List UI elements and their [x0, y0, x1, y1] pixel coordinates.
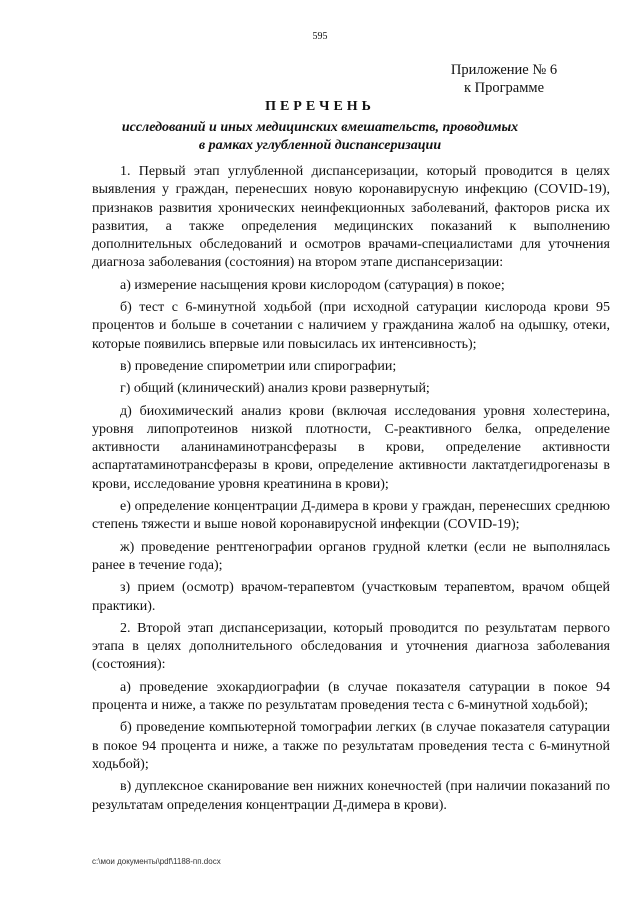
document-subtitle — [110, 119, 530, 155]
appendix-header — [420, 61, 588, 97]
page-number: 595 — [312, 31, 328, 42]
paragraph-item-e: е) определение концентрации Д-димера в крови у граждан, перенесших среднюю степень тяжести и выше новой коронавирусной инфекции (COVID-19); — [92, 499, 610, 533]
paragraph-item-d: д) биохимический анализ крови (включая исследования уровня холестерина, уровня липопротеинов низкой плотности, С-реактивного белка, определение активности аланинаминотрансферазы в крови, определение активности аспартатаминотрансферазы в крови, определение активности лактатдегидрогеназы в крови, исследование уровня креатинина в крови); — [92, 403, 610, 492]
document-title: ПЕРЕЧЕНЬ — [265, 99, 375, 114]
paragraph-stage-1-intro: 1. Первый этап углубленной диспансеризации, который проводится в целях выявления у граждан, перенесших новую коронавирусную инфекцию (COVID-19), признаков развития хронических неинфекционных заболеваний, факторов риска их развития, а также определения медицинских показаний к выполнению дополнительных обследований и осмотров врачами-специалистами для уточнения диагноза заболевания (состояния) на втором этапе диспансеризации: — [92, 164, 610, 271]
paragraph-stage-2-item-a: а) проведение эхокардиографии (в случае показателя сатурации в покое 94 процента и ниже, а также по результатам проведения теста с 6-минутной ходьбой); — [92, 679, 610, 714]
paragraph-item-zh: ж) проведение рентгенографии органов грудной клетки (если не выполнялась ранее в течение года); — [92, 539, 610, 573]
subtitle-line-1: исследований и иных медицинских вмешательств, проводимых — [121, 120, 519, 135]
paragraph-stage-2-item-b: б) проведение компьютерной томографии легких (в случае показателя сатурации в покое 94 процента и ниже, а также по результатам проведения теста с 6-минутной ходьбой); — [92, 720, 610, 772]
paragraph-stage-2-intro: 2. Второй этап диспансеризации, который проводится по результатам первого этапа в целях дополнительного обследования и уточнения диагноза заболевания (состояния): — [92, 620, 610, 673]
appendix-number: Приложение № 6 — [450, 62, 558, 78]
paragraph-item-v: в) проведение спирометрии или спирографии; — [120, 358, 397, 374]
document-body — [92, 163, 610, 819]
paragraph-item-g: г) общий (клинический) анализ крови развернутый; — [120, 381, 430, 397]
file-path-footer: c:\мои документы\pdf\1188-пп.docx — [92, 857, 221, 866]
paragraph-item-z: з) прием (осмотр) врачом-терапевтом (участковым терапевтом, врачом общей практики). — [92, 580, 610, 614]
subtitle-line-2: в рамках углубленной диспансеризации — [198, 138, 442, 153]
paragraph-item-a: а) измерение насыщения крови кислородом (сатурация) в покое; — [120, 277, 505, 293]
paragraph-item-b: б) тест с 6-минутной ходьбой (при исходной сатурации кислорода крови 95 процентов и больше в сочетании с наличием у гражданина жалоб на одышку, отеки, которые появились впервые или повысилась их интенсивность); — [92, 300, 610, 352]
appendix-program: к Программе — [463, 80, 545, 96]
paragraph-stage-2-item-v: в) дуплексное сканирование вен нижних конечностей (при наличии показаний по результатам определения концентрации Д-димера в крови). — [92, 779, 610, 813]
